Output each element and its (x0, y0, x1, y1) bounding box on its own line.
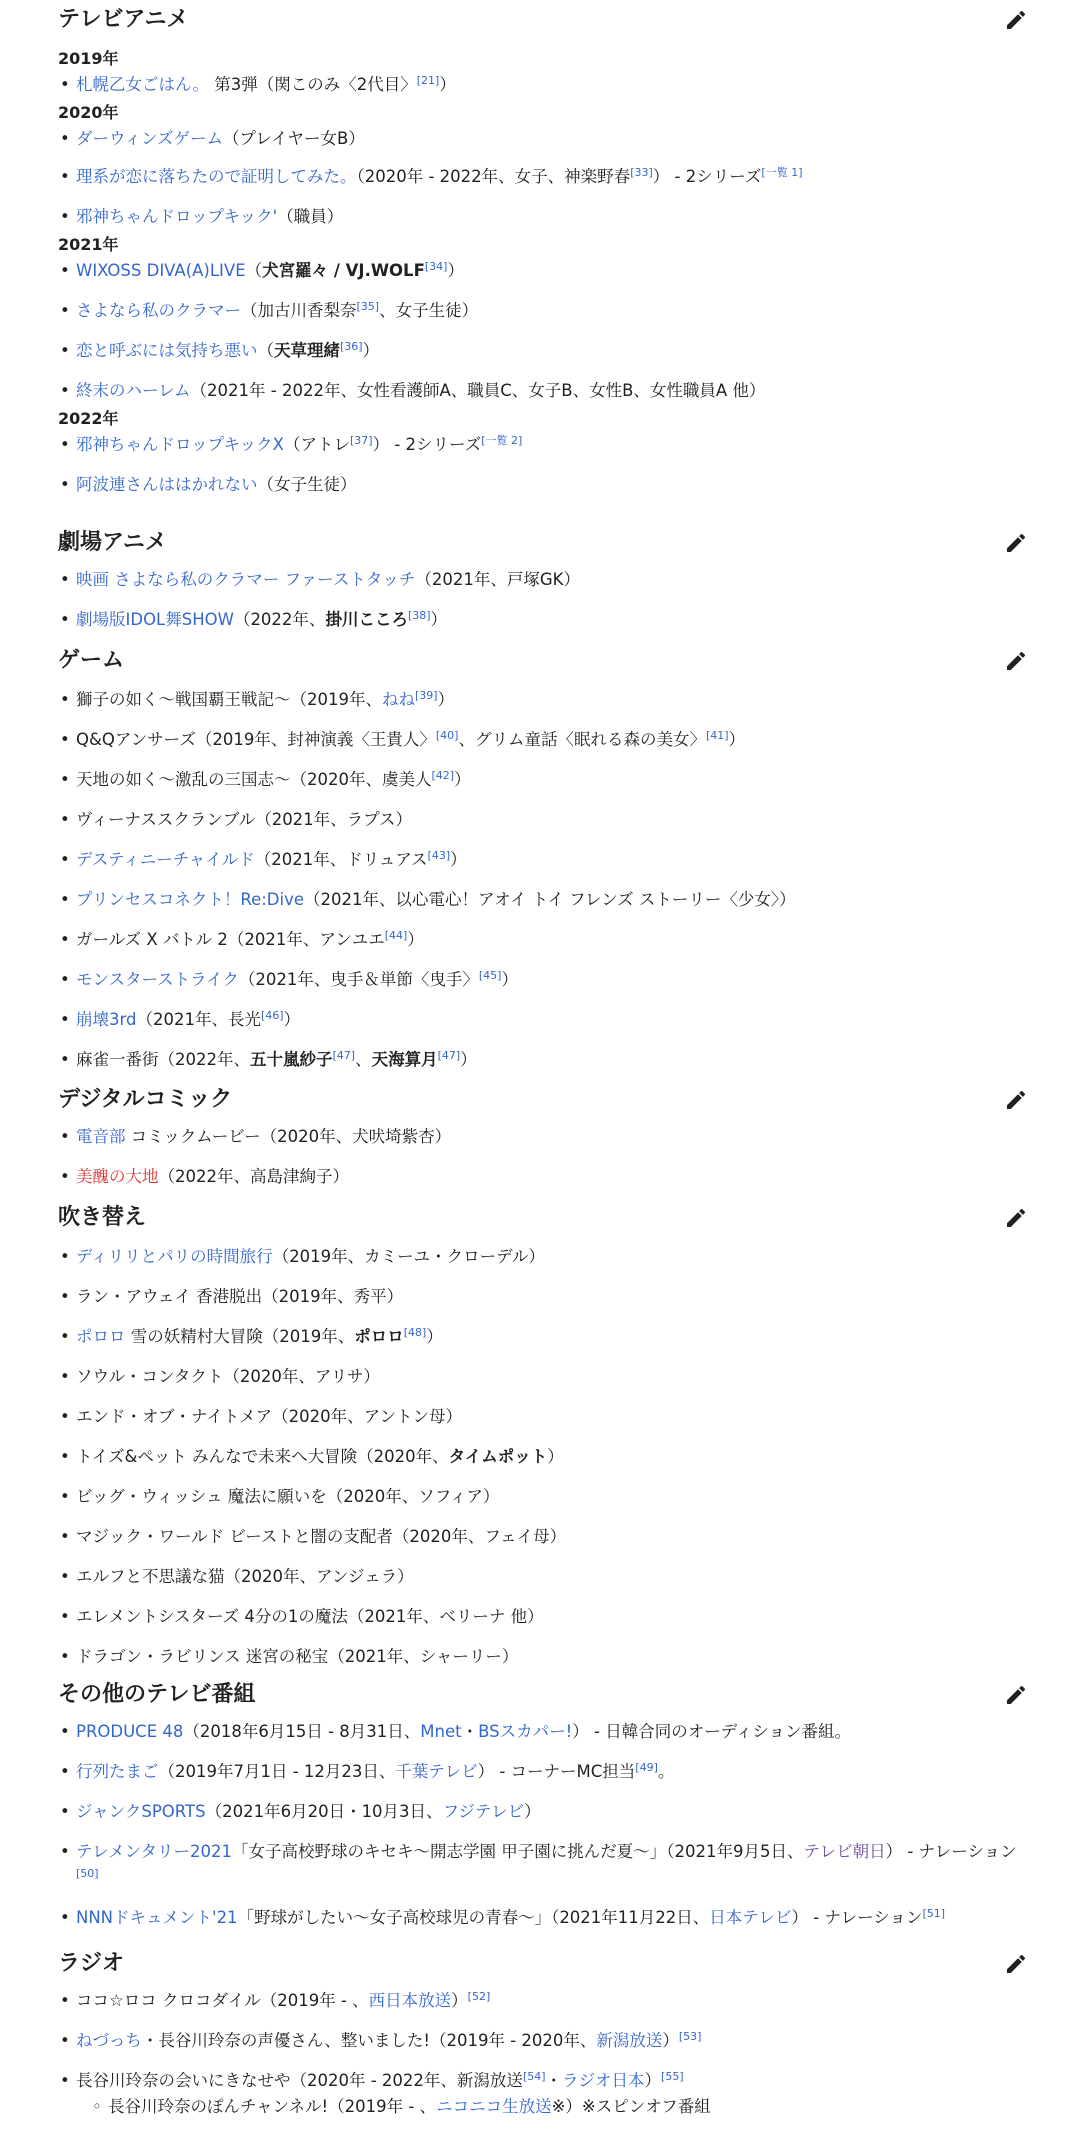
edit-pencil-icon[interactable] (1004, 8, 1028, 32)
link[interactable]: 新潟放送 (596, 2031, 663, 2050)
link[interactable]: 劇場版IDOL舞SHOW (76, 610, 234, 629)
section-heading: テレビアニメ (58, 7, 189, 32)
citation[interactable]: [46] (260, 1009, 284, 1022)
link[interactable]: さよなら私のクラマー (76, 301, 241, 320)
list-item: • 崩壊3rd（2021年、長光[46]） (58, 1007, 1028, 1033)
list-item: • ガールズ X バトル 2（2021年、アンユエ[44]） (58, 927, 1028, 953)
list-item: • 天地の如く〜激乱の三国志〜（2020年、虞美人[42]） (58, 767, 1028, 793)
link[interactable]: 崩壊3rd (76, 1010, 137, 1029)
year-label: 2020年 (58, 103, 119, 122)
link[interactable]: ダーウィンズゲーム (76, 129, 224, 148)
link[interactable]: ポロロ (76, 1327, 126, 1346)
link[interactable]: 電音部 (76, 1127, 126, 1146)
list-item: • ビッグ・ウィッシュ 魔法に願いを（2020年、ソフィア） (58, 1484, 1028, 1510)
link[interactable]: テレメンタリー2021 (76, 1842, 233, 1861)
section-tv-anime (58, 0, 1028, 498)
section-heading: 吹き替え (58, 1205, 147, 1230)
list-item: • エレメントシスターズ 4分の1の魔法（2021年、ベリーナ 他） (58, 1604, 1028, 1630)
link[interactable]: 千葉テレビ (395, 1762, 478, 1781)
link[interactable]: フジテレビ (442, 1802, 525, 1821)
list-item: • ジャンクSPORTS（2021年6月20日・10月3日、フジテレビ） (58, 1799, 1028, 1825)
edit-pencil-icon[interactable] (1004, 1683, 1028, 1707)
citation[interactable]: [35] (356, 300, 380, 313)
section-film-anime (58, 523, 1028, 633)
citation[interactable]: [41] (705, 729, 729, 742)
citation[interactable]: [55] (661, 2070, 684, 2083)
link[interactable]: 恋と呼ぶには気持ち悪い (76, 341, 258, 360)
citation[interactable]: [52] (467, 1990, 491, 2003)
link[interactable]: ラジオ日本 (562, 2071, 645, 2090)
citation[interactable]: [33] (630, 166, 653, 179)
citation[interactable]: [36] (340, 340, 363, 353)
list-item: • プリンセスコネクト！Re:Dive（2021年、以心電心！アオイ トイ フレンズ ストーリー〈少女〉） (58, 887, 1028, 913)
link[interactable]: デスティニーチャイルド (76, 850, 255, 869)
list-item: • 理系が恋に落ちたので証明してみた。（2020年 - 2022年、女子、神楽野春[33]） - 2シリーズ[一覧 1] (58, 164, 1028, 190)
list-item: • 獅子の如く〜戦国覇王戦記〜（2019年、ねね[39]） (58, 687, 1028, 713)
list-item: • 美醜の大地（2022年、高島津絢子） (58, 1164, 1028, 1190)
list-item: • さよなら私のクラマー（加古川香梨奈[35]、女子生徒） (58, 298, 1028, 324)
citation[interactable]: [21] (416, 74, 440, 87)
edit-pencil-icon[interactable] (1004, 1206, 1028, 1230)
link[interactable]: モンスターストライク (76, 970, 239, 989)
citation[interactable]: [40] (435, 729, 459, 742)
link[interactable]: 行列たまご (76, 1762, 159, 1781)
list-item: • マジック・ワールド ビーストと闇の支配者（2020年、フェイ母） (58, 1524, 1028, 1550)
section-radio (58, 1944, 1028, 2120)
citation[interactable]: [50] (76, 1867, 99, 1880)
list-item: • エンド・オブ・ナイトメア（2020年、アントン母） (58, 1404, 1028, 1430)
link[interactable]: 映画 さよなら私のクラマー ファーストタッチ (76, 570, 416, 589)
citation[interactable]: [48] (403, 1326, 427, 1339)
citation[interactable]: [42] (431, 769, 455, 782)
section-heading: デジタルコミック (58, 1087, 233, 1112)
year-label: 2022年 (58, 409, 119, 428)
link[interactable]: 終末のハーレム (76, 381, 191, 400)
list-item: • 終末のハーレム（2021年 - 2022年、女性看護師A、職員C、女子B、女性B、女性職員A 他） (58, 378, 1028, 404)
section-dubbing (58, 1198, 1028, 1670)
note-ref[interactable]: [一覧 1] (761, 166, 803, 179)
list-item: • モンスターストライク（2021年、曳手＆単節〈曳手〉[45]） (58, 967, 1028, 993)
citation[interactable]: [53] (678, 2030, 702, 2043)
edit-pencil-icon[interactable] (1004, 649, 1028, 673)
citation[interactable]: [47] (332, 1049, 356, 1062)
citation[interactable]: [34] (424, 260, 448, 273)
citation[interactable]: [49] (635, 1761, 658, 1774)
list-item: • 行列たまご（2019年7月1日 - 12月23日、千葉テレビ） - コーナーMC担当[49]。 (58, 1759, 1028, 1785)
list-item: • ココ☆ロコ クロコダイル（2019年 - 、西日本放送）[52] (58, 1988, 1028, 2014)
link[interactable]: WIXOSS DIVA(A)LIVE (76, 261, 246, 280)
sub-list-item: ◦ 長谷川玲奈のぽんチャンネル!（2019年 - 、ニコニコ生放送※）※スピンオフ番組 (58, 2094, 1028, 2120)
list-item: • 阿波連さんははかれない（女子生徒） (58, 472, 1028, 498)
list-item: • エルフと不思議な猫（2020年、アンジェラ） (58, 1564, 1028, 1590)
section-games (58, 641, 1028, 1073)
year-label: 2019年 (58, 49, 119, 68)
section-heading: ラジオ (58, 1951, 125, 1976)
citation[interactable]: [39] (415, 689, 438, 702)
red-link[interactable]: 美醜の大地 (76, 1167, 159, 1186)
list-item: • ラン・アウェイ 香港脱出（2019年、秀平） (58, 1284, 1028, 1310)
link[interactable]: 邪神ちゃんドロップキック' (76, 207, 278, 226)
link[interactable]: Mnet (420, 1722, 462, 1741)
link[interactable]: 西日本放送 (368, 1991, 452, 2010)
link[interactable]: 札幌乙女ごはん。 (76, 75, 209, 94)
edit-pencil-icon[interactable] (1004, 531, 1028, 555)
list-item: • 邪神ちゃんドロップキックX（アトレ[37]） - 2シリーズ[一覧 2] (58, 432, 1028, 458)
list-item: • WIXOSS DIVA(A)LIVE（犬宮羅々 / VJ.WOLF[34]） (58, 258, 1028, 284)
list-item: • ダーウィンズゲーム（プレイヤー女B） (58, 126, 1028, 152)
citation[interactable]: [51] (922, 1907, 946, 1920)
link[interactable]: 阿波連さんははかれない (76, 475, 258, 494)
list-item: • 電音部 コミックムービー（2020年、犬吠埼紫杏） (58, 1124, 1028, 1150)
list-item: • ディリリとパリの時間旅行（2019年、カミーユ・クローデル） (58, 1244, 1028, 1270)
link[interactable]: ニコニコ生放送 (436, 2097, 552, 2116)
link[interactable]: プリンセスコネクト！Re:Dive (76, 890, 304, 909)
link[interactable]: ねづっち (76, 2031, 142, 2050)
citation[interactable]: [45] (478, 969, 502, 982)
list-item: • 映画 さよなら私のクラマー ファーストタッチ（2021年、戸塚GK） (58, 567, 1028, 593)
link[interactable]: 理系が恋に落ちたので証明してみた。 (76, 167, 357, 186)
list-item: • ねづっち・長谷川玲奈の声優さん、整いました!（2019年 - 2020年、新潟放送）[53] (58, 2028, 1028, 2054)
section-other-tv (58, 1675, 1028, 1931)
citation[interactable]: [43] (427, 849, 451, 862)
note-ref[interactable]: [一覧 2] (481, 434, 523, 447)
link[interactable]: ねね (382, 690, 415, 709)
list-item: • 長谷川玲奈の会いにきなせや（2020年 - 2022年、新潟放送[54]・ラジオ日本）[55] (58, 2068, 1028, 2094)
visited-link[interactable]: テレビ朝日 (803, 1842, 886, 1861)
citation[interactable]: [38] (407, 609, 431, 622)
citation[interactable]: [37] (349, 434, 373, 447)
section-digital-comic (58, 1080, 1028, 1190)
list-item: • ソウル・コンタクト（2020年、アリサ） (58, 1364, 1028, 1390)
list-item: • トイズ&ペット みんなで未来へ大冒険（2020年、タイムポット） (58, 1444, 1028, 1470)
list-item: • PRODUCE 48（2018年6月15日 - 8月31日、Mnet・BSスカパー!） - 日韓合同のオーディション番組。 (58, 1719, 1028, 1745)
list-item: • テレメンタリー2021「女子高校野球のキセキ〜開志学園 甲子園に挑んだ夏〜」（2021年9月5日、テレビ朝日） - ナレーション[50] (58, 1839, 1028, 1891)
link[interactable]: PRODUCE 48 (76, 1722, 184, 1741)
list-item: • ポロロ 雪の妖精村大冒険（2019年、ポロロ[48]） (58, 1324, 1028, 1350)
list-item: • 札幌乙女ごはん。 第3弾（関このみ〈2代目〉[21]） (58, 72, 1028, 98)
link[interactable]: BSスカパー! (478, 1722, 573, 1741)
edit-pencil-icon[interactable] (1004, 1952, 1028, 1976)
list-item: • 恋と呼ぶには気持ち悪い（天草理緒[36]） (58, 338, 1028, 364)
link[interactable]: ジャンクSPORTS (76, 1802, 206, 1821)
link[interactable]: 日本テレビ (709, 1908, 792, 1927)
citation[interactable]: [44] (384, 929, 408, 942)
link[interactable]: ディリリとパリの時間旅行 (76, 1247, 273, 1266)
year-label: 2021年 (58, 235, 119, 254)
list-item: • 劇場版IDOL舞SHOW（2022年、掛川こころ[38]） (58, 607, 1028, 633)
list-item: • ヴィーナススクランブル（2021年、ラプス） (58, 807, 1028, 833)
section-heading: その他のテレビ番組 (58, 1682, 256, 1707)
list-item: • 邪神ちゃんドロップキック'（職員） (58, 204, 1028, 230)
citation[interactable]: [54] (522, 2070, 546, 2083)
link[interactable]: 邪神ちゃんドロップキックX (76, 435, 284, 454)
list-item: • デスティニーチャイルド（2021年、ドリュアス[43]） (58, 847, 1028, 873)
edit-pencil-icon[interactable] (1004, 1088, 1028, 1112)
citation[interactable]: [47] (437, 1049, 461, 1062)
link[interactable]: NNNドキュメント'21 (76, 1908, 238, 1927)
list-item: • Q&Qアンサーズ（2019年、封神演義〈王貴人〉[40]、グリム童話〈眠れる森の美女〉[41]） (58, 727, 1028, 753)
list-item: • 麻雀一番街（2022年、五十嵐紗子[47]、天海算月[47]） (58, 1047, 1028, 1073)
section-heading: ゲーム (58, 648, 125, 673)
list-item: • ドラゴン・ラビリンス 迷宮の秘宝（2021年、シャーリー） (58, 1644, 1028, 1670)
section-heading: 劇場アニメ (58, 530, 167, 555)
list-item: • NNNドキュメント'21「野球がしたい〜女子高校球児の青春〜」（2021年11月22日、日本テレビ） - ナレーション[51] (58, 1905, 1028, 1931)
